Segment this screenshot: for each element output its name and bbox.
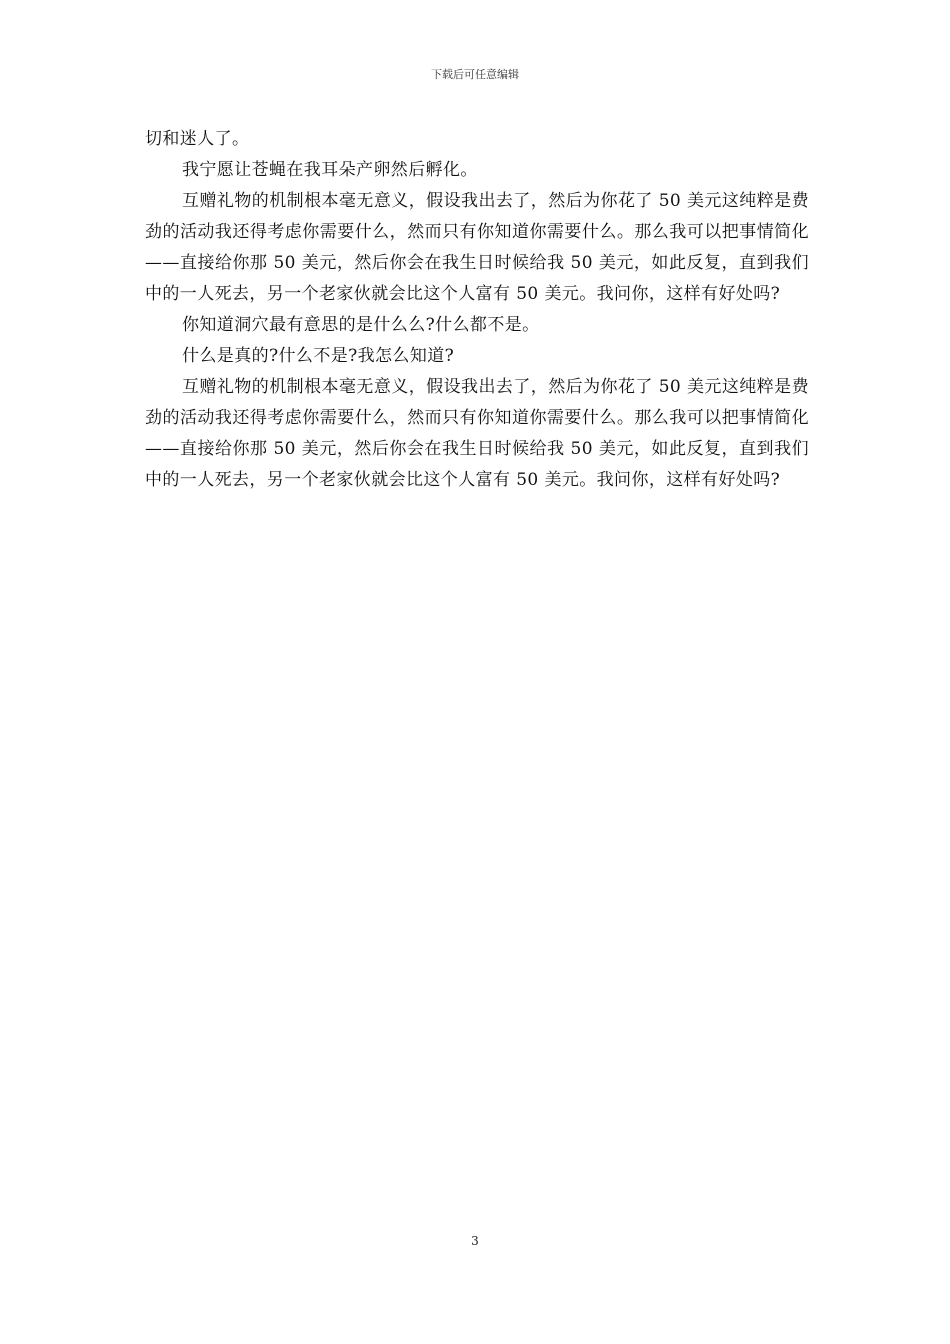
paragraph: 互赠礼物的机制根本毫无意义，假设我出去了，然后为你花了 50 美元这纯粹是费劲的活动我还得考虑你需要什么，然而只有你知道你需要什么。那么我可以把事情简化——直接给你那 50 美元，然后你会在我生日时候给我 50 美元，如此反复，直到我们中的一人死去，另一个老家伙就会比这个人富有 50 美元。我问你，这样有好处吗?: [145, 191, 809, 304]
paragraph: 切和迷人了。: [145, 129, 250, 149]
page-number: 3: [471, 1234, 479, 1248]
paragraph: 你知道洞穴最有意思的是什么么?什么都不是。: [182, 315, 540, 335]
page-header: 下载后可任意编辑: [431, 68, 519, 81]
document-body: [145, 124, 809, 496]
paragraph: 什么是真的?什么不是?我怎么知道?: [182, 346, 455, 366]
paragraph: 我宁愿让苍蝇在我耳朵产卵然后孵化。: [182, 160, 478, 180]
paragraph: 互赠礼物的机制根本毫无意义，假设我出去了，然后为你花了 50 美元这纯粹是费劲的活动我还得考虑你需要什么，然而只有你知道你需要什么。那么我可以把事情简化——直接给你那 50 美元，然后你会在我生日时候给我 50 美元，如此反复，直到我们中的一人死去，另一个老家伙就会比这个人富有 50 美元。我问你，这样有好处吗?: [145, 377, 809, 490]
